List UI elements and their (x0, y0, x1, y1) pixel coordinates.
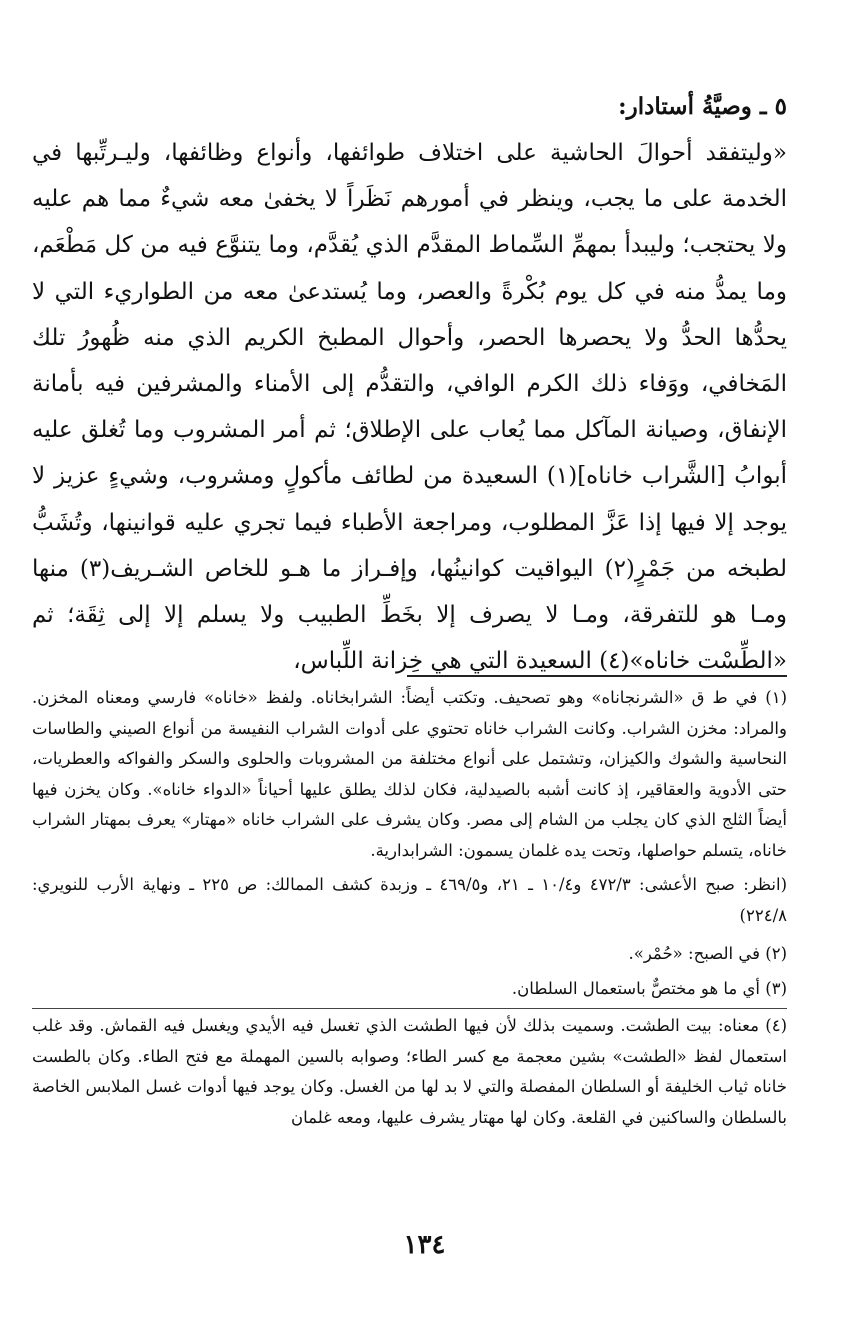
footnote-divider (407, 675, 787, 677)
footnotes (32, 683, 787, 1137)
body-text: «وليتفقد أحوالَ الحاشية على اختلاف طوائفها، وأنواع وظائفها، وليـرتِّبها في الخدمة على ما يجب، وينظر في أمورهم نَظَراً لا يخفىٰ معه شيءٌ مما هم عليه ولا يحتجب؛ وليبدأ بمهمِّ السِّماط المقدَّم الذي يُقدَّم، وما يتنوَّع فيه من كل مَطْعَم، وما يمدُّ منه في كل يوم بُكْرةً والعصر، وما يُستدعىٰ معه من الطواريء التي لا يحدُّها الحدُّ ولا يحصرها الحصر، وأحوال المطبخ الكريم الذي منه ظُهورُ تلك المَخافي، ووَفاء ذلك الكرم الوافي، والتقدُّم إلى الأمناء والمشرفين فيه بأمانة الإنفاق، وصيانة المآكل مما يُعاب على الإطلاق؛ ثم أمر المشروب وما تُغلق عليه أبوابُ [الشَّراب خاناه](١) السعيدة من لطائف مأكولٍ ومشروب، وشيءٍ عزيز لا يوجد إلا فيها إذا عَزَّ المطلوب، ومراجعة الأطباء فيما تجري عليه قوانينها، وتُشَبُّ لطبخه من جَمْرٍ(٢) اليواقيت كوانينُها، وإفـراز ما هـو للخاص الشـريف(٣) منها ومـا هو للتفرقة، ومـا لا يصرف إلا بخَطِّ الطبيب ولا يسلم إلا إلى ثِقَة؛ ثم «الطِّسْت خاناه»(٤) السعيدة التي هي خِزانة اللِّباس، (32, 140, 788, 675)
footnote-1-reference: (انظر: صبح الأعشى: ٤٧٢/٣ و١٠/٤ ـ ٢١، و٤٦٩/٥ ـ وزبدة كشف الممالك: ص ٢٢٥ ـ ونهاية الأرب للنويري: ٢٢٤/٨) (32, 875, 788, 925)
footnote-4: (٤) معناه: بيت الطشت. وسميت بذلك لأن فيها الطشت الذي تغسل فيه الأيدي ويغسل فيه القماش. وقد غلب استعمال لفظ «الطشت» بشين معجمة مع كسر الطاء؛ وصوابه بالسين المهملة مع فتح الطاء. وكان بالطست خاناه ثياب الخليفة أو السلطان المفصلة والتي لا بد لها من الغسل. وكان يوجد فيها أدوات غسل الملابس الخاصة بالسلطان والساكنين في القلعة. وكان لها مهتار يشرف عليها، ومعه غلمان (32, 1008, 787, 1133)
footnote-1: (١) في ط ق «الشرنجاناه» وهو تصحيف. وتكتب أيضاً: الشرابخاناه. ولفظ «خاناه» فارسي ومعناه المخزن. والمراد: مخزن الشراب. وكانت الشراب خاناه تحتوي على أدوات الشراب النفيسة من أنواع الصيني والطاسات النحاسية والشوك والكيزان، وتشتمل على أنواع مختلفة من المشروبات والحلوى والسكر والفواكه والعطريات، حتى الأدوية والعقاقير، إذ كانت أشبه بالصيدلية، فكان لذلك يطلق عليها أحياناً «الدواء خاناه». وكان يخزن فيها أيضاً الثلج الذي كان يجلب من الشام إلى مصر. وكان يشرف على الشراب خاناه «مهتار» يعرف بمهتار الشراب خاناه، يتسلم حواصلها، وتحت يده غلمان يسمون: الشرابدارية. (32, 688, 787, 860)
section-title: ٥ ـ وصيَّةُ أستادار: (618, 93, 787, 120)
footnote-3: (٣) أي ما هو مختصٌّ باستعمال السلطان. (511, 978, 787, 998)
footnote-2: (٢) في الصبح: «حُمْر». (628, 944, 787, 963)
page-number: ١٣٤ (403, 1230, 446, 1260)
